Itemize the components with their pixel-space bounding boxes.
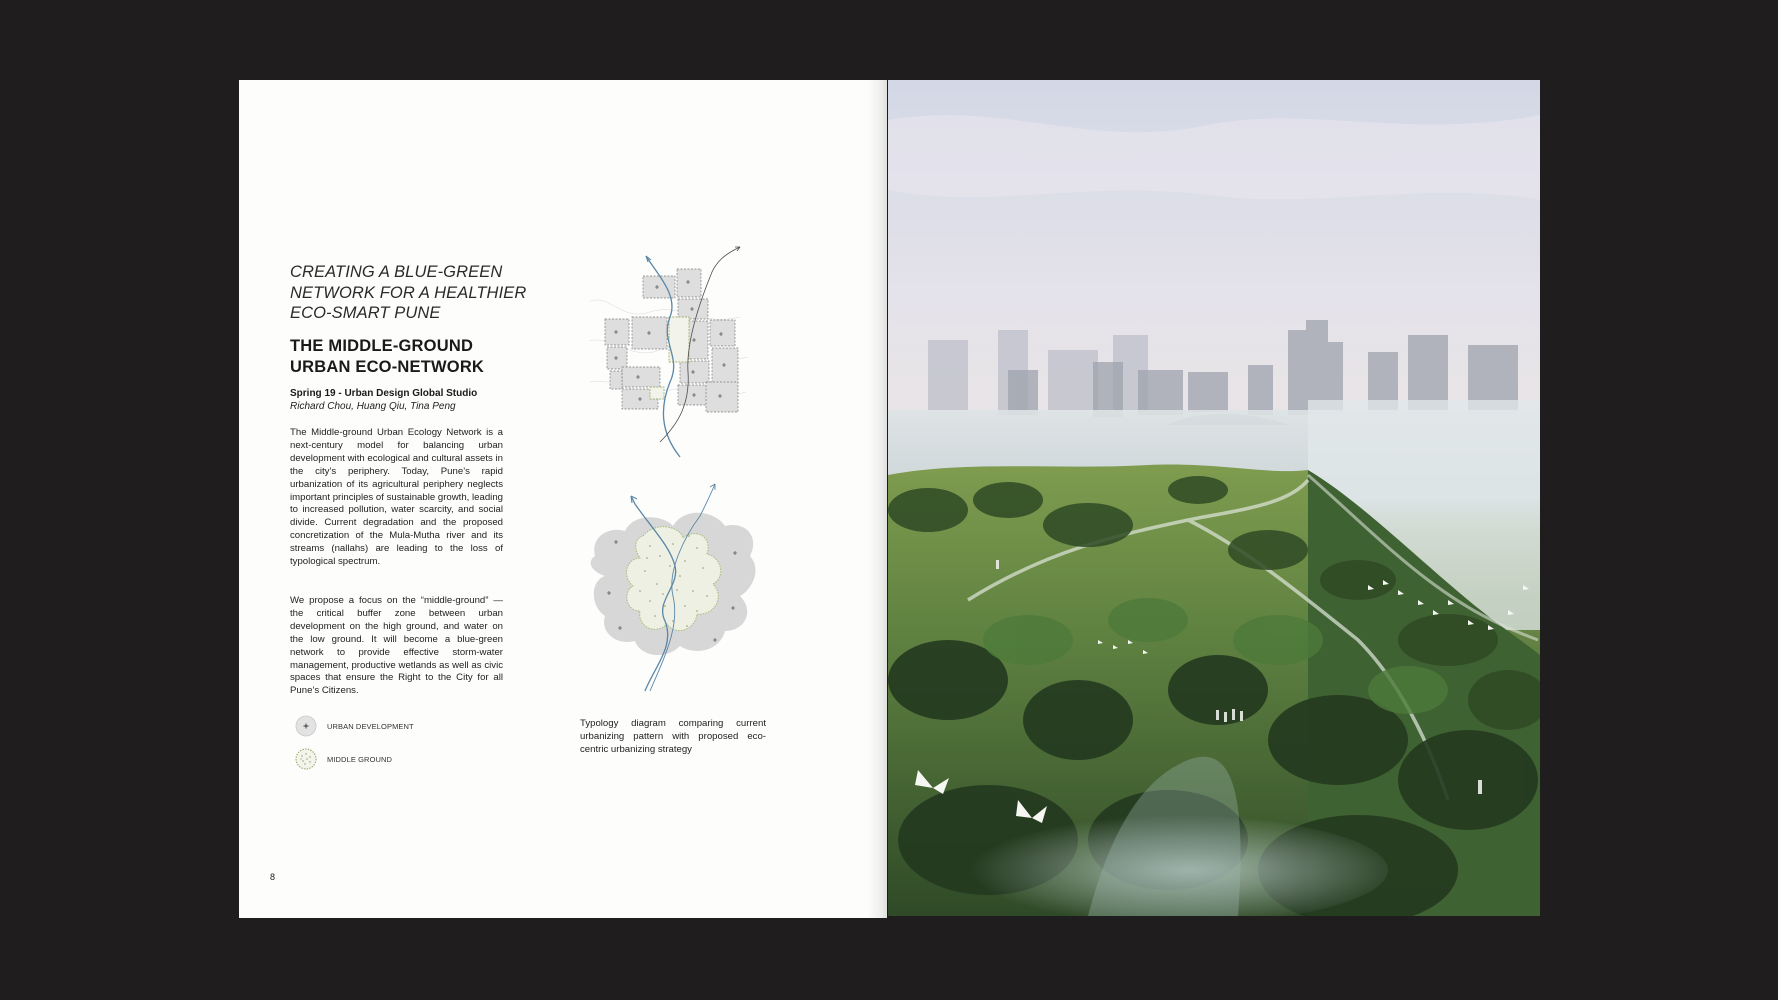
landscape-rendering-image bbox=[888, 80, 1540, 916]
title-line: THE MIDDLE-GROUND bbox=[290, 337, 474, 355]
right-page bbox=[888, 80, 1540, 916]
body-paragraph-1: The Middle-ground Urban Ecology Network is a next-century model for balancing urban development with ecological and cultural assets in the city’s periphery. Today, Pune’s rapid urbanization of its agricultural periphery neglects important principles of sustainable growth, leading to increased pollution, water scarcity, and social divide. Current degradation and the proposed concretization of the Mula-Mutha river and its streams (nallahs) are leading to the loss of typological spectrum. bbox=[290, 427, 503, 568]
page-number: 8 bbox=[270, 872, 276, 882]
book-gutter bbox=[868, 80, 890, 918]
legend-urban-development bbox=[295, 715, 414, 737]
legend-middle-ground bbox=[295, 748, 392, 770]
authors-line: Richard Chou, Huang Qiu, Tina Peng bbox=[290, 401, 456, 412]
title-line: URBAN ECO-NETWORK bbox=[290, 357, 485, 376]
studio-line: Spring 19 - Urban Design Global Studio bbox=[290, 388, 478, 399]
proposed-pattern-diagram bbox=[585, 466, 765, 696]
article-title bbox=[290, 336, 530, 377]
diagram-caption: Typology diagram comparing current urbanizing pattern with proposed eco-centric urbanizing strategy bbox=[580, 718, 766, 755]
legend-label: URBAN DEVELOPMENT bbox=[327, 721, 414, 731]
legend-label: MIDDLE GROUND bbox=[327, 754, 393, 764]
article-subtitle bbox=[290, 262, 550, 324]
middle-ground-icon bbox=[295, 748, 317, 770]
current-pattern-diagram bbox=[590, 232, 750, 462]
urban-development-icon bbox=[295, 715, 317, 737]
body-paragraph-2: We propose a focus on the “middle-ground” — the critical buffer zone between urban development on the high ground, and water on the low ground. It will become a blue-green network to provide effective storm-water management, productive wetlands as well as civic spaces that ensure the Right to the City for all Pune’s Citizens. bbox=[290, 595, 503, 697]
subtitle-line: ECO-SMART PUNE bbox=[290, 304, 441, 322]
subtitle-line: NETWORK FOR A HEALTHIER bbox=[290, 283, 527, 302]
subtitle-line: CREATING A BLUE-GREEN bbox=[290, 263, 503, 281]
